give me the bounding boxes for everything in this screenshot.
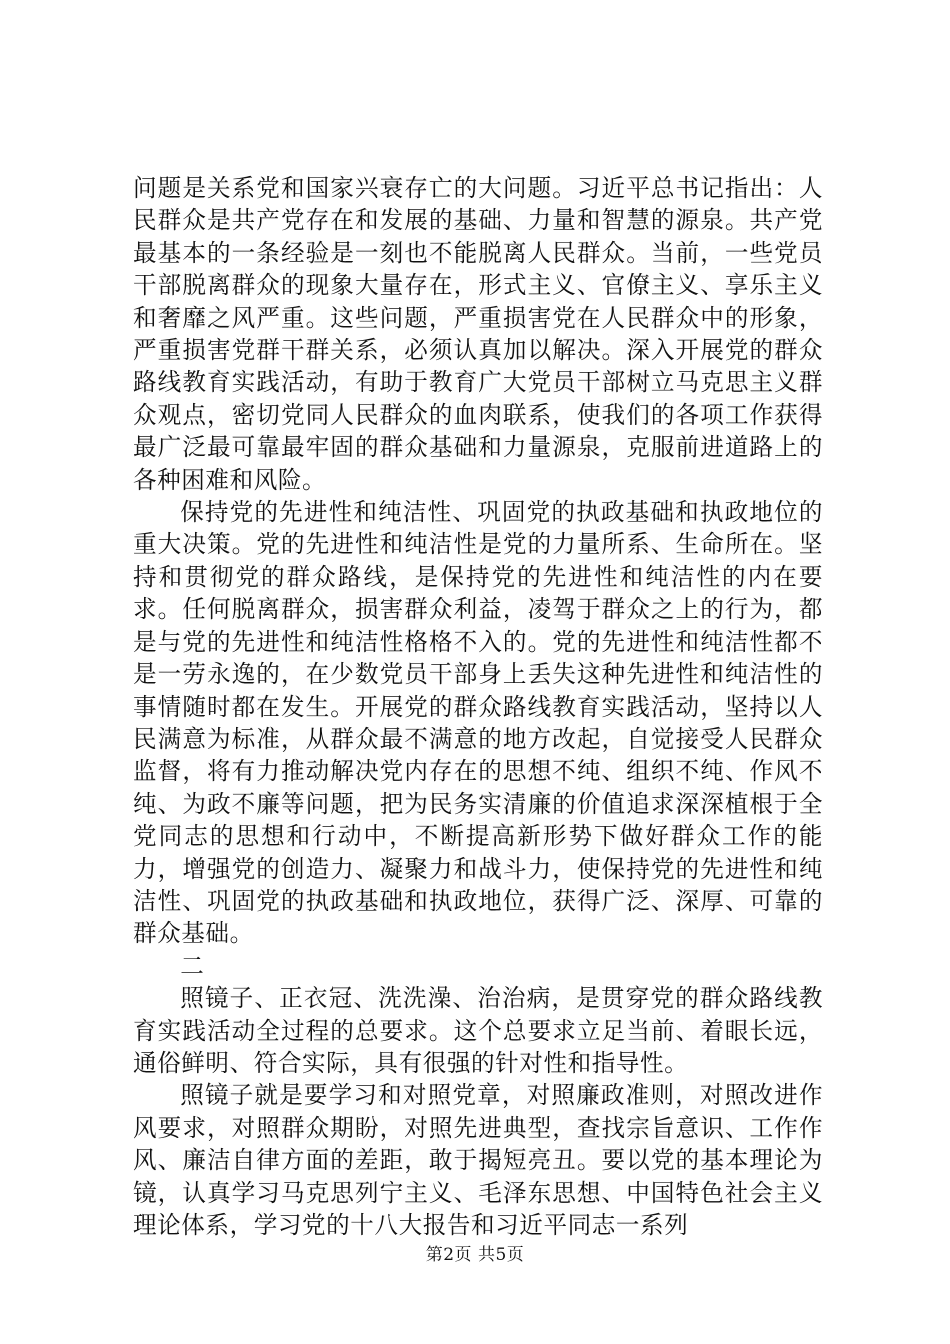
paragraph-4: 照镜子就是要学习和对照党章，对照廉政准则，对照改进作风要求，对照群众期盼，对照先进典型，查找宗旨意识、工作作风、廉洁自律方面的差距，敢于揭短亮丑。要以党的基本理论为镜，认真学习马克思列宁主义、毛泽东思想、中国特色社会主义理论体系，学习党的十八大报告和习近平同志一系列 (133, 1081, 823, 1239)
paragraph-1: 问题是关系党和国家兴衰存亡的大问题。习近平总书记指出：人民群众是共产党存在和发展的基础、力量和智慧的源泉。共产党最基本的一条经验是一刻也不能脱离人民群众。当前，一些党员干部脱离群众的现象大量存在，形式主义、官僚主义、享乐主义和奢靡之风严重。这些问题，严重损害党在人民群众中的形象，严重损害党群干群关系，必须认真加以解决。深入开展党的群众路线教育实践活动，有助于教育广大党员干部树立马克思主义群众观点，密切党同人民群众的血肉联系，使我们的各项工作获得最广泛最可靠最牢固的群众基础和力量源泉，克服前进道路上的各种困难和风险。 (133, 174, 823, 494)
section-heading: 二 (180, 951, 205, 980)
document-body (133, 172, 823, 1241)
paragraph-2: 保持党的先进性和纯洁性、巩固党的执政基础和执政地位的重大决策。党的先进性和纯洁性是党的力量所系、生命所在。坚持和贯彻党的群众路线，是保持党的先进性和纯洁性的内在要求。任何脱离群众，损害群众利益，凌驾于群众之上的行为，都是与党的先进性和纯洁性格格不入的。党的先进性和纯洁性都不是一劳永逸的，在少数党员干部身上丢失这种先进性和纯洁性的事情随时都在发生。开展党的群众路线教育实践活动，坚持以人民满意为标准，从群众最不满意的地方改起，自觉接受人民群众监督，将有力推动解决党内存在的思想不纯、组织不纯、作风不纯、为政不廉等问题，把为民务实清廉的价值追求深深植根于全党同志的思想和行动中，不断提高新形势下做好群众工作的能力，增强党的创造力、凝聚力和战斗力，使保持党的先进性和纯洁性、巩固党的执政基础和执政地位，获得广泛、深厚、可靠的群众基础。 (133, 498, 823, 948)
page-number-footer: 第2页 共5页 (425, 1245, 525, 1265)
paragraph-3: 照镜子、正衣冠、洗洗澡、治治病，是贯穿党的群众路线教育实践活动全过程的总要求。这个总要求立足当前、着眼长远，通俗鲜明、符合实际，具有很强的针对性和指导性。 (133, 984, 823, 1077)
